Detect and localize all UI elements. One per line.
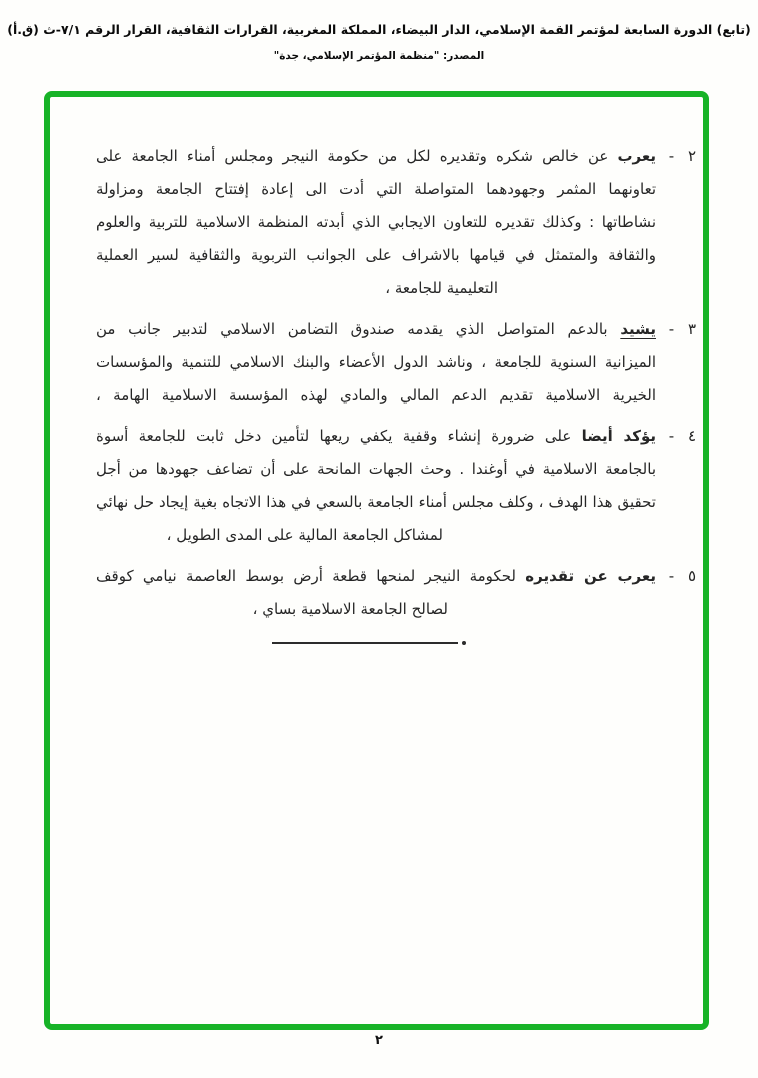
paragraph-line: الخيرية الاسلامية تقديم الدعم المالي والمادي لهذه المؤسسة الاسلامية الهامة ،: [96, 386, 656, 404]
paragraph-number: ٥ -: [668, 567, 696, 585]
paragraph-line-text: بالدعم المتواصل الذي يقدمه صندوق التضامن الاسلامي لتدبير جانب من: [96, 320, 608, 338]
document-body: [96, 140, 698, 644]
divider-end-dot: [462, 641, 466, 645]
paragraph-line: التعليمية للجامعة ،: [385, 279, 498, 297]
paragraph-line: [96, 560, 656, 593]
paragraph-number: ٤ -: [668, 427, 696, 445]
paragraph-line: نشاطاتها : وكذلك تقديره للتعاون الايجابي الذي أبدته المنظمة الاسلامية للتربية والعلوم: [96, 213, 656, 231]
resolution-paragraph-5: [96, 560, 698, 626]
paragraph-number: ٣ -: [668, 320, 696, 338]
paragraph-line: تعاونهما المثمر وجهودهما المتواصلة التي أدت الى إعادة إفتتاح الجامعة ومزاولة: [96, 180, 656, 198]
divider-line: [272, 642, 458, 644]
paragraph-line: [96, 140, 656, 173]
header-source-line: المصدر: "منظمة المؤتمر الإسلامي، جدة": [273, 50, 485, 62]
paragraph-line: [96, 420, 656, 453]
paragraph-line: لمشاكل الجامعة المالية على المدى الطويل ،: [166, 526, 443, 544]
resolution-paragraph-2: [96, 140, 698, 305]
paragraph-line: الميزانية السنوية للجامعة ، وناشد الدول الأعضاء والبنك الاسلامي للتنمية والمؤسسات: [96, 353, 656, 371]
paragraph-line-text: على ضرورة إنشاء وقفية يكفي ريعها لتأمين دخل ثابت للجامعة أسوة: [96, 427, 572, 445]
paragraph-lead: يعرب عن تقديره: [525, 567, 656, 585]
page-number: ٢: [375, 1033, 383, 1048]
paragraph-lead: يشيد: [620, 320, 656, 338]
paragraph-line: لصالح الجامعة الاسلامية بساي ،: [252, 600, 448, 618]
paragraph-line-text: لحكومة النيجر لمنحها قطعة أرض بوسط العاصمة نيامي كوقف: [96, 567, 516, 585]
paragraph-line: تحقيق هذا الهدف ، وكلف مجلس أمناء الجامعة بالسعي في هذا الاتجاه بغية إيجاد حل نهائي: [96, 493, 656, 511]
paragraph-line: [96, 313, 656, 346]
paragraph-line: بالجامعة الاسلامية في أوغندا . وحث الجهات المانحة على أن تضاعف جهودها من أجل: [96, 460, 656, 478]
paragraph-line: والثقافة والمتمثل في قيامها بالاشراف على الجوانب التربوية والثقافية لسير العملية: [96, 246, 656, 264]
document-header: [0, 22, 758, 62]
resolution-paragraph-4: [96, 420, 698, 552]
paragraph-lead: يؤكد أيضا: [581, 427, 656, 445]
paragraph-number: ٢ -: [668, 147, 696, 165]
paragraph-lead: يعرب: [617, 147, 656, 165]
paragraph-line-text: عن خالص شكره وتقديره لكل من حكومة النيجر ومجلس أمناء الجامعة على: [96, 147, 609, 165]
header-title-line: (تابع) الدورة السابعة لمؤتمر القمة الإسلامي، الدار البيضاء، المملكة المغربية، القرارات الثقافية، القرار الرقم ٧/١-ث (ق.أ): [7, 22, 751, 37]
resolution-paragraph-3: [96, 313, 698, 412]
